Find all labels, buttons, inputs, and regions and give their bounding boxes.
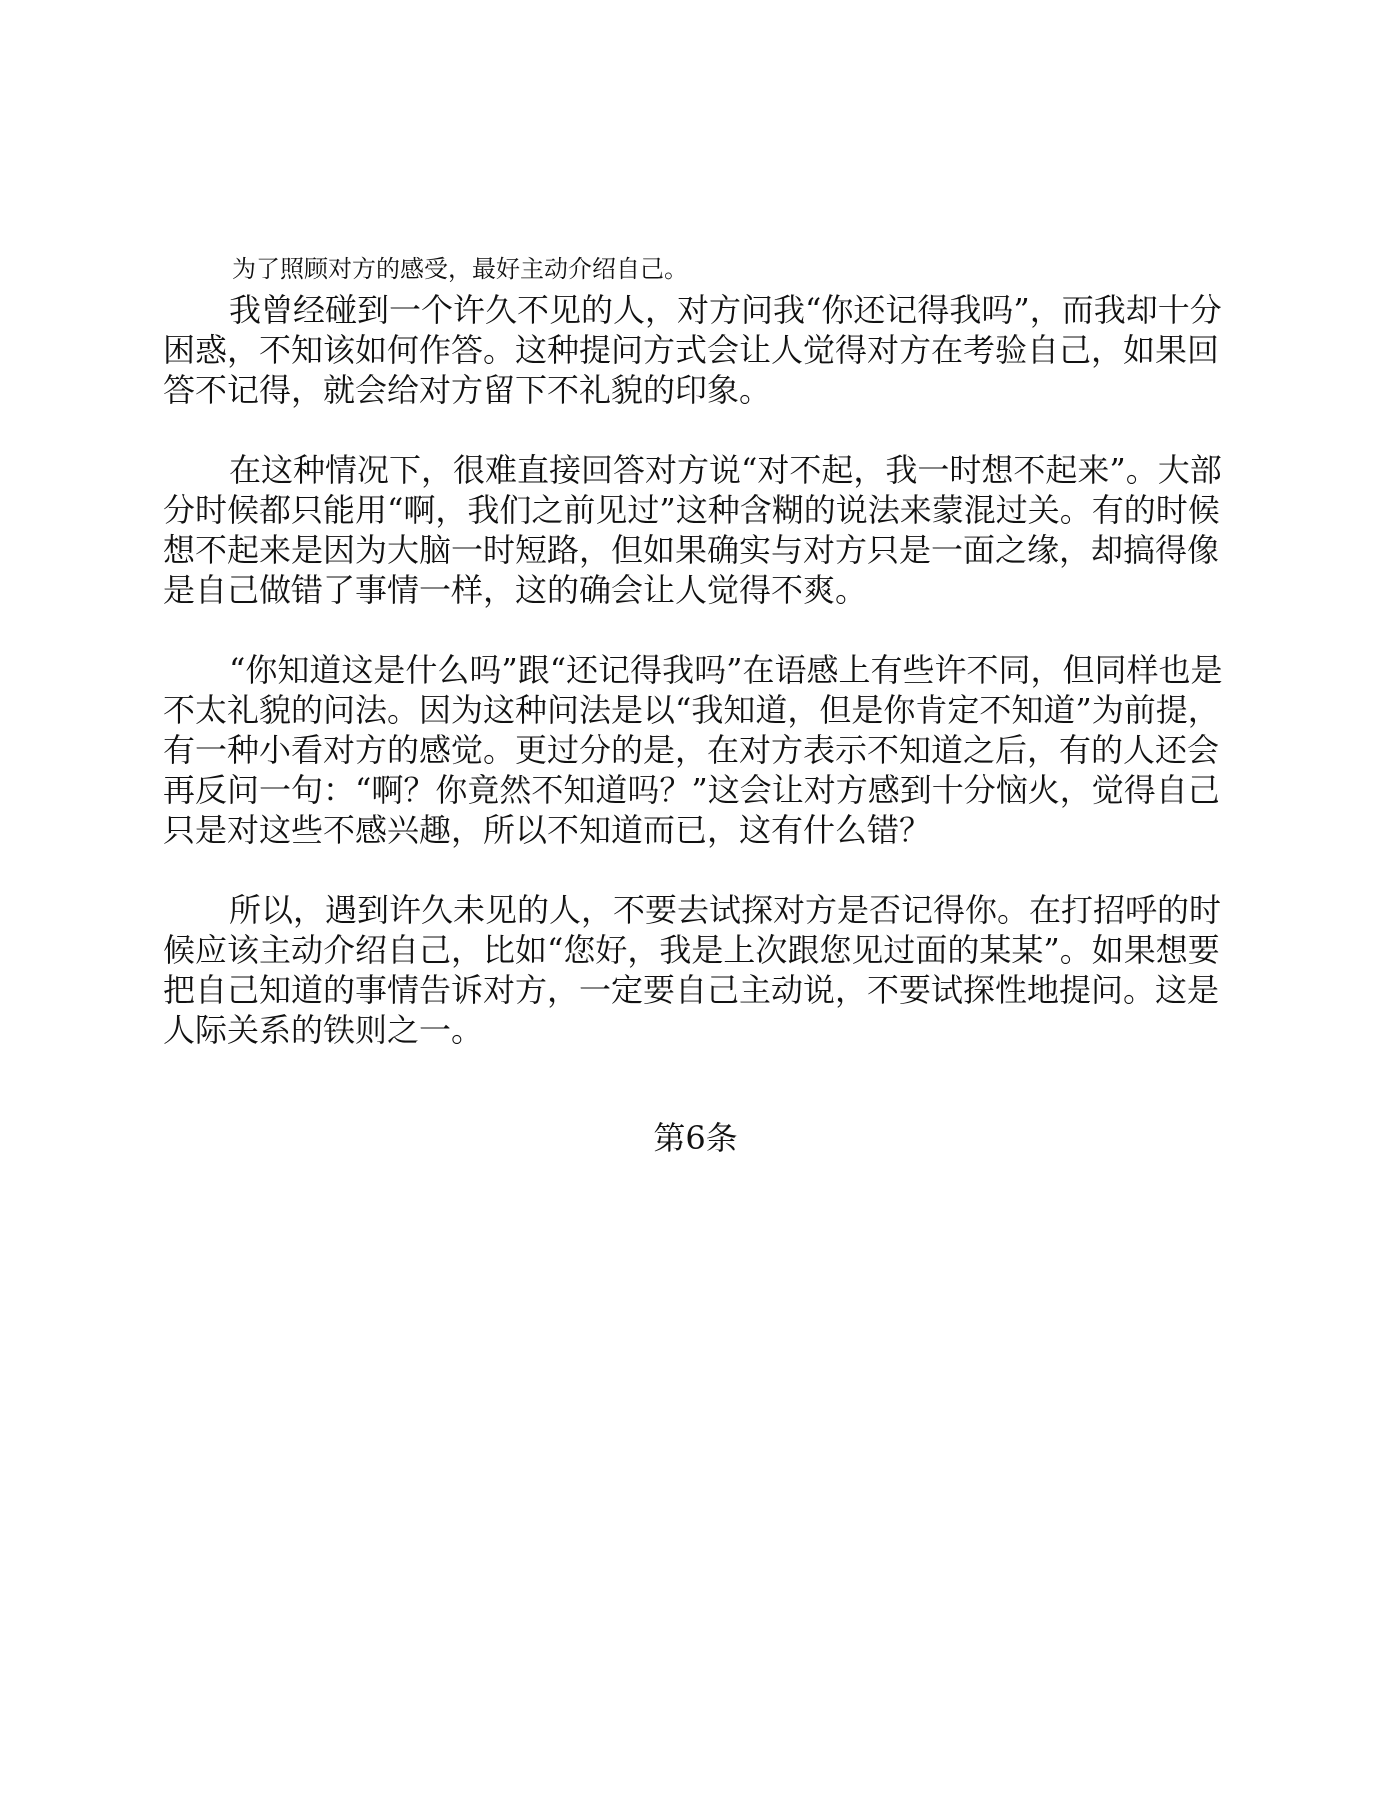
body-text — [163, 290, 1235, 1090]
paragraph: 所以，遇到许久未见的人，不要去试探对方是否记得你。在打招呼的时候应该主动介绍自己，比如“您好，我是上次跟您见过面的某某”。如果想要把自己知道的事情告诉对方，一定要自己主动说，不要试探性地提问。这是人际关系的铁则之一。 — [163, 891, 1222, 1049]
paragraph: 我曾经碰到一个许久不见的人，对方问我“你还记得我吗”，而我却十分困惑，不知该如何作答。这种提问方式会让人觉得对方在考验自己，如果回答不记得，就会给对方留下不礼貌的印象。 — [163, 291, 1222, 409]
paragraph: 在这种情况下，很难直接回答对方说“对不起，我一时想不起来”。大部分时候都只能用“啊，我们之前见过”这种含糊的说法来蒙混过关。有的时候想不起来是因为大脑一时短路，但如果确实与对方只是一面之缘，却搞得像是自己做错了事情一样，这的确会让人觉得不爽。 — [163, 451, 1222, 609]
paragraph: “你知道这是什么吗”跟“还记得我吗”在语感上有些许不同，但同样也是不太礼貌的问法。因为这种问法是以“我知道，但是你肯定不知道”为前提，有一种小看对方的感觉。更过分的是，在对方表示不知道之后，有的人还会再反问一句：“啊？你竟然不知道吗？”这会让对方感到十分恼火，觉得自己只是对这些不感兴趣，所以不知道而已，这有什么错？ — [163, 651, 1223, 849]
section-subtitle: 为了照顾对方的感受，最好主动介绍自己。 — [232, 255, 688, 283]
section-heading: 第6条 — [653, 1119, 738, 1157]
